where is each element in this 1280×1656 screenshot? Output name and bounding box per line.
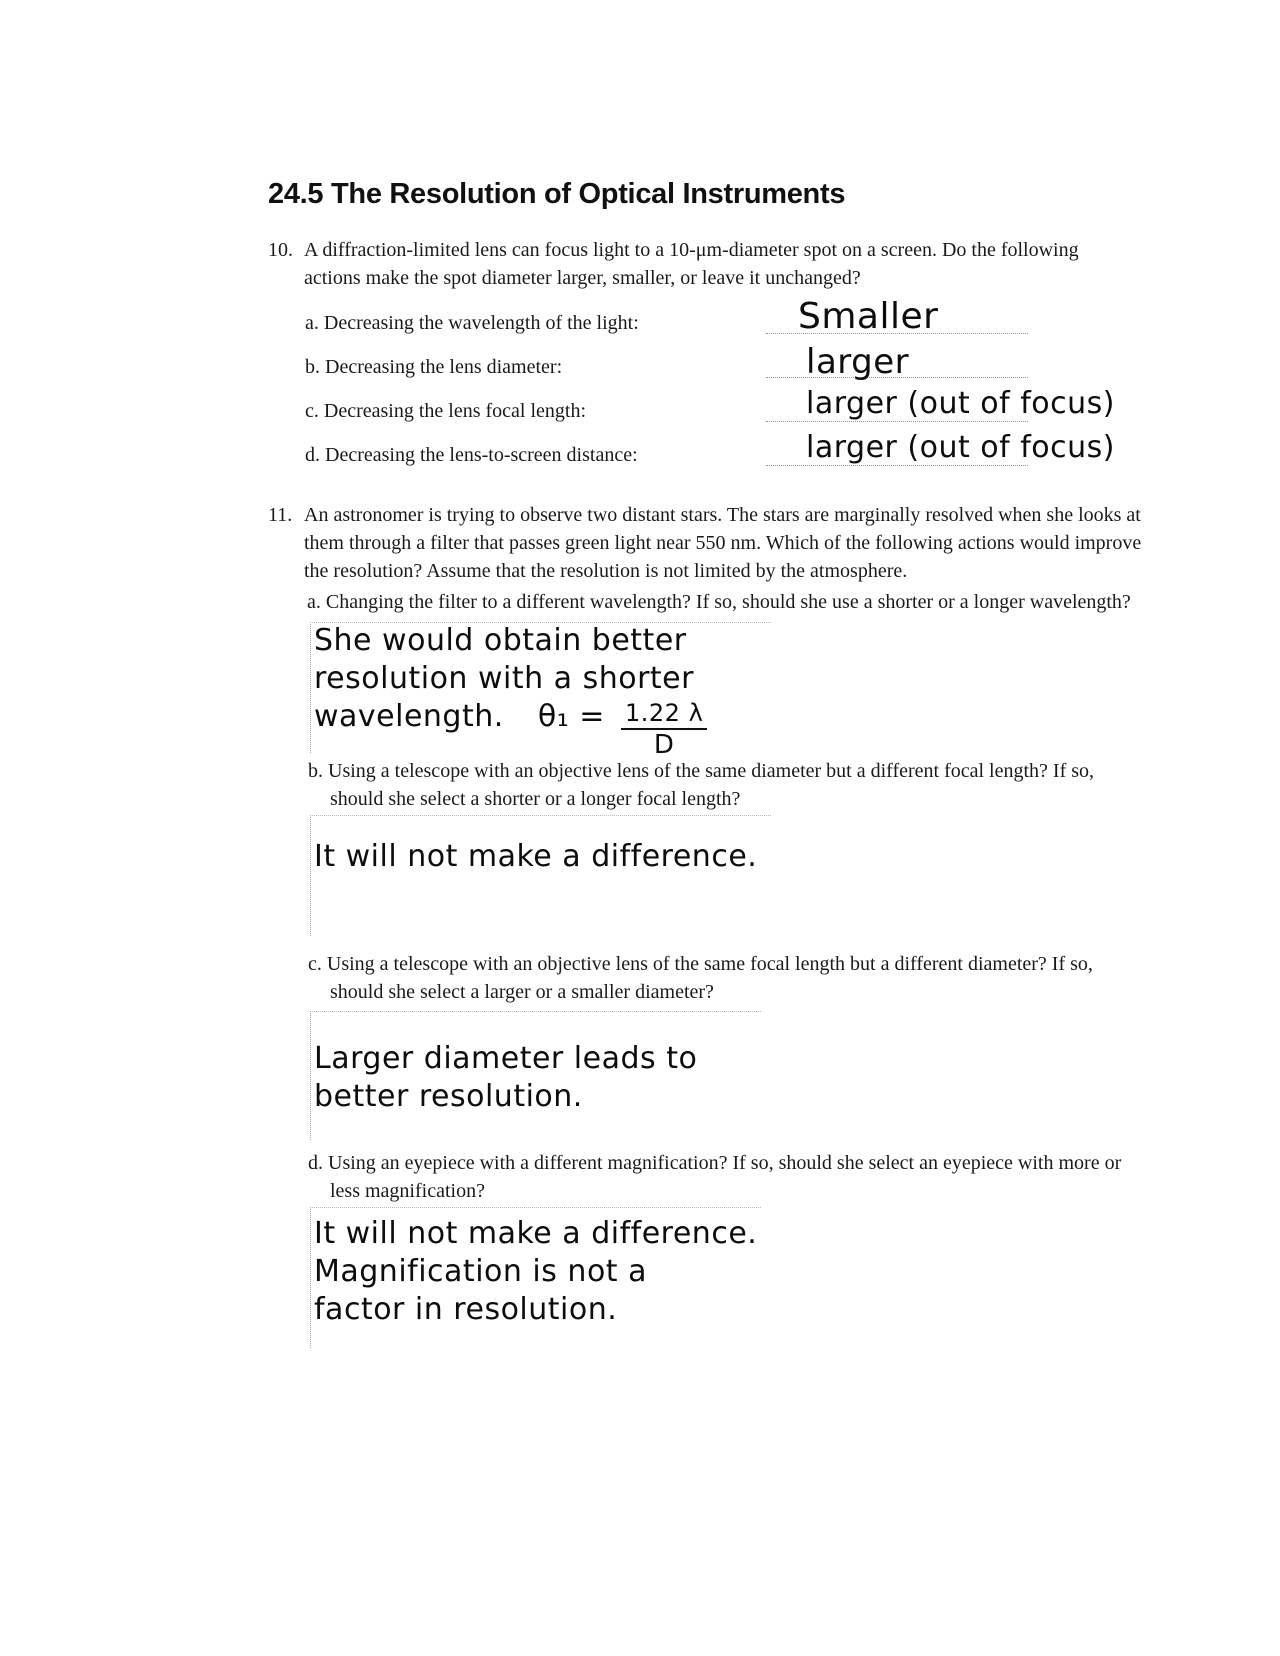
question-line: should she select a larger or a smaller diameter? [330,981,714,1003]
question-number: 11. [268,504,293,526]
formula-numerator: 1.22 λ [621,698,707,730]
q11a-question: a. Changing the filter to a different wavelength? If so, should she use a shorter or a longer wavelength? [307,591,1131,613]
question-11 [268,501,1248,585]
q10-item-a-label: a. Decreasing the wavelength of the light: [305,312,639,334]
question-prompt: them through a filter that passes green light near 550 nm. Which of the following actions would improve [304,532,1142,554]
question-prompt: actions make the spot diameter larger, smaller, or leave it unchanged? [304,267,861,289]
answer-line: factor in resolution. [314,1292,618,1327]
question-line: should she select a shorter or a longer focal length? [330,788,741,810]
answer-line: It will not make a difference. [314,1216,758,1251]
q11d-question [308,1149,1121,1205]
q11d-answer [314,1215,757,1329]
q10-answer-d: larger (out of focus) [806,430,1115,465]
q11c-answer [314,1040,697,1116]
question-line: d. Using an eyepiece with a different magnification? If so, should she select an eyepiece with more or [308,1152,1122,1174]
question-prompt: An astronomer is trying to observe two distant stars. The stars are marginally resolved when she looks at [304,504,1141,526]
answer-line: better resolution. [314,1079,583,1114]
q11b-answer [314,838,757,876]
answer-line: It will not make a difference. [314,839,758,874]
question-line: less magnification? [330,1180,485,1202]
q10-item-d-label: d. Decreasing the lens-to-screen distance: [305,444,638,466]
q10-item-c-label: c. Decreasing the lens focal length: [305,400,586,422]
q10-item-b-label: b. Decreasing the lens diameter: [305,356,563,378]
q11c-question [308,950,1093,1006]
answer-line: Larger diameter leads to [314,1041,698,1076]
question-number: 10. [268,239,293,261]
q11a-answer [314,622,707,760]
formula-fraction [621,698,707,760]
section-title: 24.5 The Resolution of Optical Instruments [268,178,846,210]
q11b-question [308,757,1094,813]
q10-answer-b: larger [806,342,910,382]
question-line: c. Using a telescope with an objective lens of the same focal length but a different diameter? If so, [308,953,1093,975]
answer-line: resolution with a shorter [314,661,694,696]
question-prompt: the resolution? Assume that the resolution is not limited by the atmosphere. [304,560,908,582]
formula-lhs: θ₁ = [537,699,605,734]
formula-denominator: D [653,730,675,760]
answer-text: wavelength. [314,699,504,734]
q10-answer-c: larger (out of focus) [806,386,1115,421]
answer-line: She would obtain better [314,623,687,658]
q10-answer-a: Smaller [798,296,939,337]
answer-line: Magnification is not a [314,1254,647,1289]
answer-line [314,698,707,760]
question-10 [268,236,1228,292]
question-line: b. Using a telescope with an objective lens of the same diameter but a different focal length? If so, [308,760,1095,782]
question-prompt: A diffraction-limited lens can focus light to a 10-μm-diameter spot on a screen. Do the following [304,239,1079,261]
